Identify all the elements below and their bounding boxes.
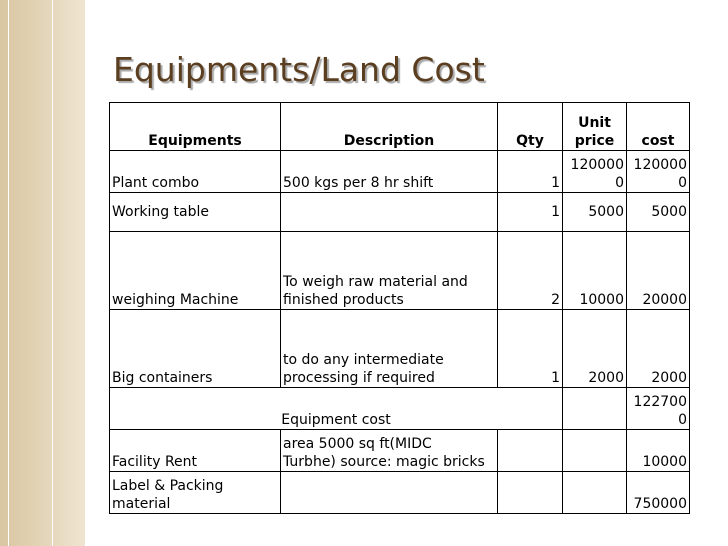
cell-description [281, 193, 498, 232]
table-header-row [110, 103, 690, 151]
decorative-side-band [0, 0, 86, 546]
cell-qty [498, 430, 563, 472]
table-row [110, 310, 690, 388]
slide-title: Equipments/Land Cost [113, 50, 485, 89]
cell-equipment: Facility Rent [110, 430, 281, 472]
cell-cost: 750000 [627, 472, 690, 514]
cell-description-line1: to do any intermediate [283, 352, 444, 368]
header-description: Description [281, 103, 498, 151]
cost-table [109, 102, 690, 514]
cell-description-line2: Turbhe) source: magic bricks [283, 454, 485, 470]
cell-unit-price: 10000 [563, 232, 627, 310]
equipment-cost-total [627, 388, 690, 430]
cell-unit-price [563, 151, 627, 193]
band-divider-line [8, 0, 9, 546]
cell-unit-price-line1: 120000 [570, 157, 624, 173]
cell-equipment: Plant combo [110, 151, 281, 193]
cell-unit-price: 2000 [563, 310, 627, 388]
cell-cost: 20000 [627, 232, 690, 310]
cell-description-line1: To weigh raw material and [283, 274, 468, 290]
band-divider-line [85, 0, 86, 546]
cell-equipment: weighing Machine [110, 232, 281, 310]
cell-qty: 1 [498, 193, 563, 232]
equipment-cost-total-line2: 0 [678, 412, 687, 428]
table-row [110, 151, 690, 193]
cell-description-line2: finished products [283, 292, 404, 308]
equipment-cost-label: Equipment cost [110, 388, 563, 430]
band-divider-line [52, 0, 53, 546]
cell-cost: 2000 [627, 310, 690, 388]
cell-description-line2: processing if required [283, 370, 435, 386]
cell-cost-line1: 120000 [633, 157, 687, 173]
cell-equipment [110, 472, 281, 514]
cell-unit-price [563, 472, 627, 514]
header-cost: cost [627, 103, 690, 151]
header-unit-price [563, 103, 627, 151]
cell-cost: 5000 [627, 193, 690, 232]
cell-cost-line2: 0 [678, 175, 687, 191]
cell-unit-price [563, 430, 627, 472]
label-packing-row [110, 472, 690, 514]
cell-equipment: Big containers [110, 310, 281, 388]
cell-qty: 2 [498, 232, 563, 310]
facility-rent-row [110, 430, 690, 472]
header-equipments: Equipments [110, 103, 281, 151]
cell-description-line1: area 5000 sq ft(MIDC [283, 436, 432, 452]
cell-description [281, 232, 498, 310]
cell-unit-price-line2: 0 [615, 175, 624, 191]
cell-qty: 1 [498, 151, 563, 193]
cell-description [281, 472, 498, 514]
cell-description [281, 430, 498, 472]
cell-equipment-line1: Label & Packing [112, 478, 224, 494]
cell-description [281, 310, 498, 388]
cell-unit-price [563, 388, 627, 430]
cell-cost: 10000 [627, 430, 690, 472]
table-row [110, 193, 690, 232]
header-unit-price-line1: Unit [578, 115, 611, 131]
cell-cost [627, 151, 690, 193]
cell-equipment: Working table [110, 193, 281, 232]
equipment-cost-total-line1: 122700 [633, 394, 687, 410]
cell-qty [498, 472, 563, 514]
header-unit-price-line2: price [574, 133, 615, 149]
cell-description: 500 kgs per 8 hr shift [281, 151, 498, 193]
header-qty: Qty [498, 103, 563, 151]
cell-unit-price: 5000 [563, 193, 627, 232]
equipment-cost-row [110, 388, 690, 430]
table-row [110, 232, 690, 310]
cell-equipment-line2: material [112, 496, 171, 512]
cell-qty: 1 [498, 310, 563, 388]
